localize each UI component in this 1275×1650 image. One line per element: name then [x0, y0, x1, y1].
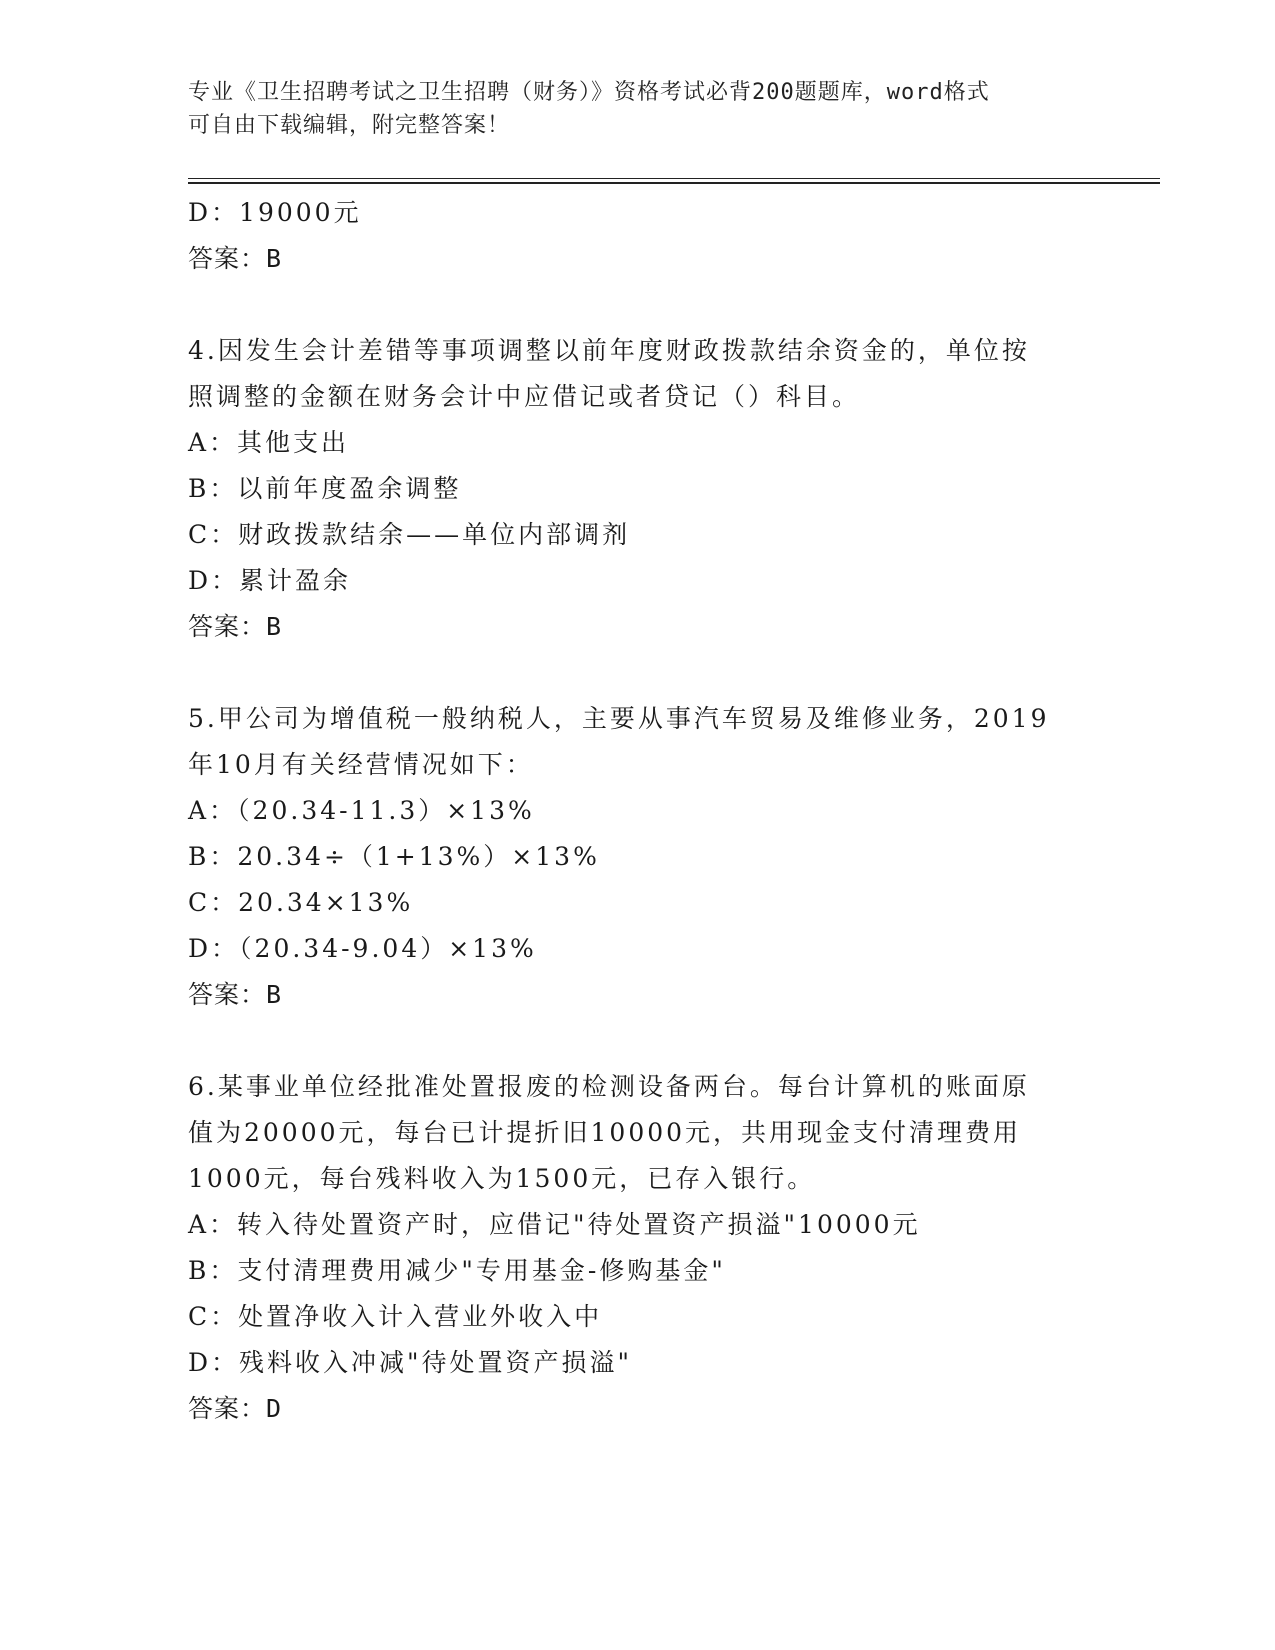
option-d: D：累计盈余 — [188, 566, 352, 595]
question-stem: 值为20000元，每台已计提折旧10000元，共用现金支付清理费用 — [188, 1118, 1022, 1147]
option-d: D：残料收入冲减"待处置资产损溢" — [188, 1348, 633, 1377]
option-a: A：（20.34-11.3）×13% — [188, 796, 535, 825]
option-b: B：20.34÷（1+13%）×13% — [188, 842, 600, 871]
question-stem: 5.甲公司为增值税一般纳税人，主要从事汽车贸易及维修业务，2019 — [188, 704, 1050, 733]
header-title-line1: 专业《卫生招聘考试之卫生招聘（财务）》资格考试必背200题题库，word格式 — [188, 80, 990, 105]
question-stem: 1000元，每台残料收入为1500元，已存入银行。 — [188, 1164, 816, 1193]
option-a: A：其他支出 — [188, 428, 350, 457]
answer-label: 答案：B — [188, 244, 283, 273]
option-b: B：支付清理费用减少"专用基金-修购基金" — [188, 1256, 726, 1285]
question-6 — [188, 1064, 1088, 1432]
answer-label: 答案：D — [188, 1394, 283, 1423]
question-stem: 6.某事业单位经批准处置报废的检测设备两台。每台计算机的账面原 — [188, 1072, 1030, 1101]
option-c: C：财政拨款结余——单位内部调剂 — [188, 520, 631, 549]
question-5 — [188, 696, 1088, 1018]
question-stem: 照调整的金额在财务会计中应借记或者贷记（）科目。 — [188, 382, 861, 411]
question-4 — [188, 328, 1088, 650]
option-a: A：转入待处置资产时，应借记"待处置资产损溢"10000元 — [188, 1210, 921, 1239]
option-d: D：19000元 — [188, 198, 362, 227]
option-c: C：20.34×13% — [188, 888, 414, 917]
question-3-tail — [188, 190, 1088, 282]
document-header — [188, 76, 1068, 142]
option-c: C：处置净收入计入营业外收入中 — [188, 1302, 603, 1331]
header-title-line2: 可自由下载编辑，附完整答案！ — [188, 113, 511, 138]
header-divider-thick — [188, 182, 1160, 184]
answer-label: 答案：B — [188, 980, 283, 1009]
header-divider-thin — [188, 178, 1160, 179]
option-d: D：（20.34-9.04）×13% — [188, 934, 537, 963]
question-stem: 4.因发生会计差错等事项调整以前年度财政拨款结余资金的，单位按 — [188, 336, 1030, 365]
answer-label: 答案：B — [188, 612, 283, 641]
question-list — [188, 190, 1088, 1432]
option-b: B：以前年度盈余调整 — [188, 474, 462, 503]
question-stem: 年10月有关经营情况如下： — [188, 750, 534, 779]
